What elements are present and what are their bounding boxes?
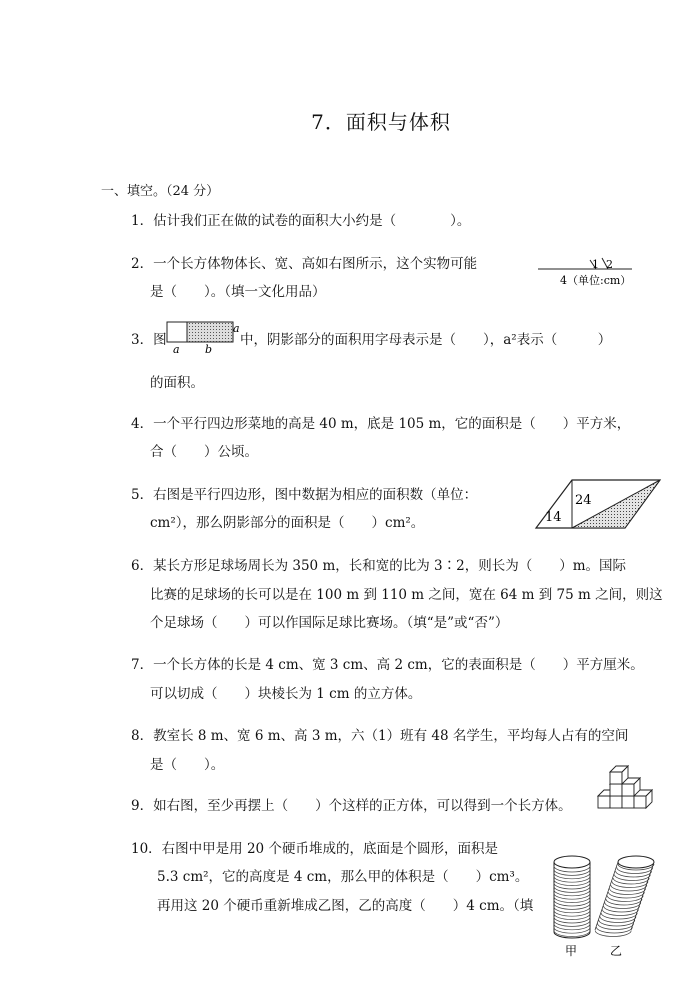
- question-5-line-2: cm²），那么阴影部分的面积是（ ）cm²。: [150, 515, 425, 531]
- question-3-suffix: 中，阴影部分的面积用字母表示是（ ），a²表示（ ）: [240, 332, 612, 348]
- question-2-line-2: 是（ ）。（填一文化用品）: [150, 284, 326, 300]
- question-4-line-1: 4．一个平行四边形菜地的高是 40 m，底是 105 m，它的面积是（ ）平方米，: [131, 416, 631, 432]
- parallelogram-figure: [530, 472, 666, 534]
- section-heading: 一、填空。（24 分）: [101, 184, 220, 199]
- question-10-line-1: 10．右图中甲是用 20 个硬币堆成的，底面是个圆形，面积是: [131, 841, 498, 857]
- question-6-line-1: 6．某长方形足球场周长为 350 m，长和宽的比为 3∶2，则长为（ ）m。国际: [131, 558, 627, 574]
- area-14: 14: [545, 510, 562, 525]
- label-b: b: [205, 343, 213, 356]
- rectangle-ab-figure: [165, 320, 241, 356]
- cube-stack-figure: [596, 758, 656, 812]
- question-10-line-3: 再用这 20 个硬币重新堆成乙图，乙的高度（ ）4 cm。（填: [157, 898, 534, 914]
- square-a: [167, 322, 187, 342]
- question-8-line-1: 8．教室长 8 m、宽 6 m、高 3 m，六（1）班有 48 名学生，平均每人占有的空间: [131, 728, 629, 744]
- box-dimension-figure: [534, 252, 644, 292]
- question-6-line-2: 比赛的足球场的长可以是在 100 m 到 110 m 之间，宽在 64 m 到 75 m 之间，则这: [150, 587, 663, 603]
- question-9: 9．如右图，至少再摆上（ ）个这样的正方体，可以得到一个长方体。: [131, 798, 572, 814]
- question-3-prefix: 3．图: [131, 332, 167, 348]
- coin-stack-yi: [595, 856, 654, 936]
- coin-stack-jia: [554, 856, 590, 938]
- box-dim-label: 4（单位:cm）: [560, 274, 632, 287]
- box-dim-1: 1: [592, 258, 599, 271]
- label-a: a: [173, 343, 180, 356]
- question-7-line-1: 7．一个长方体的长是 4 cm、宽 3 cm、高 2 cm，它的表面积是（ ）平方厘米。: [131, 657, 644, 673]
- question-1: 1．估计我们正在做的试卷的面积大小约是（ ）。: [131, 213, 471, 229]
- question-7-line-2: 可以切成（ ）块棱长为 1 cm 的立方体。: [150, 686, 422, 702]
- page-title: 7．面积与体积: [311, 110, 451, 134]
- question-6-line-3: 个足球场（ ）可以作国际足球比赛场。（填“是”或“否”）: [150, 615, 509, 631]
- label-jia: 甲: [565, 944, 578, 958]
- box-dim-2: 2: [606, 258, 613, 271]
- question-8-line-2: 是（ ）。: [150, 757, 225, 773]
- area-24: 24: [575, 493, 592, 508]
- question-10-line-2: 5.3 cm²，它的高度是 4 cm，那么甲的体积是（ ）cm³。: [157, 869, 529, 885]
- label-yi: 乙: [610, 944, 623, 958]
- question-2-line-1: 2．一个长方体物体长、宽、高如右图所示，这个实物可能: [131, 256, 478, 272]
- question-5-line-1: 5．右图是平行四边形，图中数据为相应的面积数（单位：: [131, 487, 478, 503]
- label-side-a: a: [233, 322, 240, 335]
- question-4-line-2: 合（ ）公顷。: [150, 444, 258, 460]
- question-3-line-2: 的面积。: [150, 375, 204, 391]
- coin-stacks-figure: [548, 852, 668, 964]
- shaded-rect-b: [187, 322, 233, 342]
